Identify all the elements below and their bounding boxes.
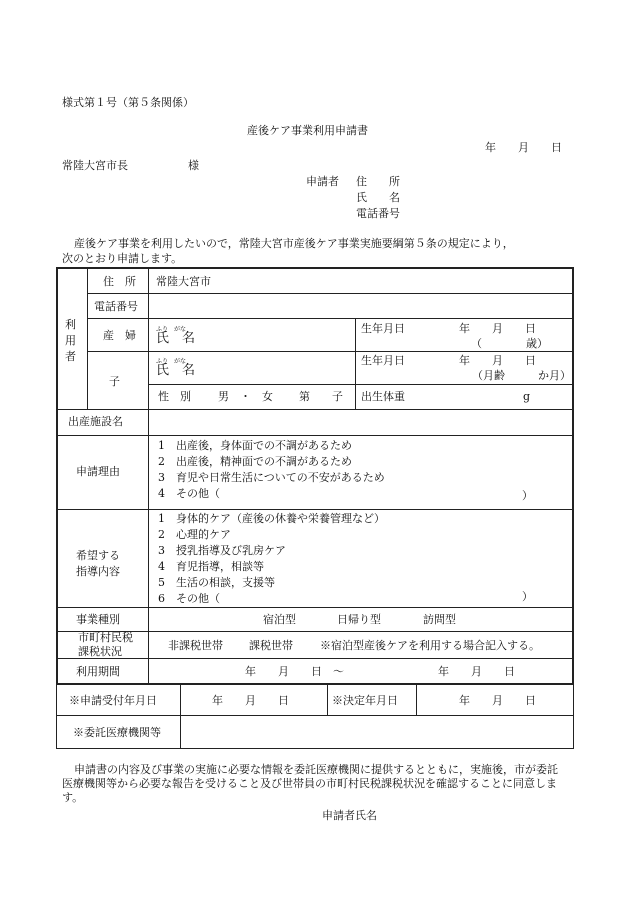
institution-label: ※委託医療機関等 — [73, 726, 161, 739]
mother-age[interactable]: （ 歳） — [471, 337, 548, 350]
reason-close-paren: ） — [522, 489, 533, 502]
tax-label-1: 市町村民税 — [78, 631, 133, 644]
signature-label: 申請者氏名 — [322, 809, 377, 822]
guidance-item[interactable]: 5 生活の相談，支援等 — [158, 576, 275, 589]
child-dob-value[interactable]: 年 月 日 — [459, 354, 536, 367]
guidance-close-paren: ） — [522, 590, 533, 603]
tax-taxable[interactable]: 課税世帯 — [249, 639, 293, 652]
guidance-label-1: 希望する — [76, 549, 120, 562]
form-number: 様式第１号（第５条関係） — [62, 96, 194, 109]
mother-dob-value[interactable]: 年 月 日 — [459, 322, 536, 335]
applicant-name-label: 氏 名 — [356, 191, 400, 204]
child-label: 子 — [109, 375, 120, 388]
consent-line-2: 医療機関等から必要な報告を受けること及び世帯員の市町村民税課税状況を確認することに同意しま — [62, 777, 557, 790]
page-title: 産後ケア事業利用申請書 — [247, 124, 368, 137]
sex-label: 性 別 — [158, 390, 191, 403]
guidance-item[interactable]: 6 その他（ — [158, 592, 220, 605]
consent-line-3: す。 — [62, 791, 84, 804]
service-visit[interactable]: 訪問型 — [423, 613, 456, 626]
honorific: 様 — [188, 159, 199, 172]
tax-note: ※宿泊型産後ケアを利用する場合記入する。 — [320, 639, 540, 652]
received-date-value[interactable]: 年 月 日 — [212, 694, 289, 707]
applicant-phone-label: 電話番号 — [356, 207, 400, 220]
facility-label: 出産施設名 — [68, 415, 123, 428]
decided-date-label: ※決定年月日 — [332, 694, 398, 707]
reason-item[interactable]: 4 その他（ — [158, 487, 220, 500]
mother-name-ruby: ふり がな — [156, 326, 187, 333]
reason-item[interactable]: 3 育児や日常生活についての不安があるため — [158, 471, 385, 484]
reason-label: 申請理由 — [76, 465, 120, 478]
child-name-ruby: ふり がな — [156, 358, 187, 365]
tax-label-2: 課税状況 — [78, 645, 122, 658]
child-dob-label: 生年月日 — [361, 354, 405, 367]
guidance-item[interactable]: 4 育児指導，相談等 — [158, 560, 264, 573]
guidance-item[interactable]: 2 心理的ケア — [158, 528, 231, 541]
child-name-label[interactable]: 氏 名 — [156, 363, 196, 378]
phone-field[interactable] — [154, 298, 568, 316]
mother-dob-label: 生年月日 — [361, 322, 405, 335]
institution-field[interactable] — [186, 720, 568, 744]
period-label: 利用期間 — [76, 665, 120, 678]
reason-item[interactable]: 2 出産後，精神面での不調があるため — [158, 455, 352, 468]
period-to[interactable]: 年 月 日 — [438, 665, 515, 678]
user-section-label: 利 用 者 — [65, 318, 76, 363]
sex-options[interactable]: 男 ・ 女 — [218, 390, 273, 403]
birth-weight-label: 出生体重 — [361, 390, 405, 403]
reason-list — [158, 438, 385, 502]
reason-item[interactable]: 1 出産後，身体面での不調があるため — [158, 439, 352, 452]
decided-date-value[interactable]: 年 月 日 — [459, 694, 536, 707]
received-date-label: ※申請受付年月日 — [69, 694, 157, 707]
applicant-label: 申請者 — [306, 175, 339, 188]
phone-label: 電話番号 — [94, 300, 138, 313]
intro-line-1: 産後ケア事業を利用したいので，常陸大宮市産後ケア事業実施要綱第５条の規定により， — [74, 237, 514, 250]
birth-weight-unit[interactable]: g — [523, 390, 531, 403]
child-age[interactable]: （月齢 か月） — [472, 369, 571, 382]
address-label: 住 所 — [103, 275, 136, 288]
guidance-list — [158, 511, 385, 607]
facility-field[interactable] — [154, 413, 568, 431]
signature-field[interactable] — [385, 806, 565, 824]
guidance-item[interactable]: 3 授乳指導及び乳房ケア — [158, 544, 286, 557]
applicant-address-label: 住 所 — [356, 175, 400, 188]
address-value[interactable]: 常陸大宮市 — [156, 275, 211, 288]
mother-label: 産 婦 — [103, 329, 136, 342]
application-date[interactable]: 年 月 日 — [485, 141, 562, 154]
guidance-item[interactable]: 1 身体的ケア（産後の休養や栄養管理など） — [158, 512, 385, 525]
birth-order[interactable]: 第 子 — [299, 390, 343, 403]
tax-exempt[interactable]: 非課税世帯 — [168, 639, 223, 652]
guidance-label-2: 指導内容 — [76, 565, 120, 578]
consent-line-1: 申請書の内容及び事業の実施に必要な情報を委託医療機関に提供するとともに，実施後，市が委託 — [74, 763, 558, 776]
intro-line-2: 次のとおり申請します。 — [62, 252, 183, 265]
service-overnight[interactable]: 宿泊型 — [263, 613, 296, 626]
service-type-label: 事業種別 — [76, 613, 120, 626]
mother-name-label[interactable]: 氏 名 — [156, 331, 196, 346]
service-day[interactable]: 日帰り型 — [337, 613, 381, 626]
addressee: 常陸大宮市長 — [62, 159, 128, 172]
period-from[interactable]: 年 月 日 ～ — [245, 665, 344, 678]
